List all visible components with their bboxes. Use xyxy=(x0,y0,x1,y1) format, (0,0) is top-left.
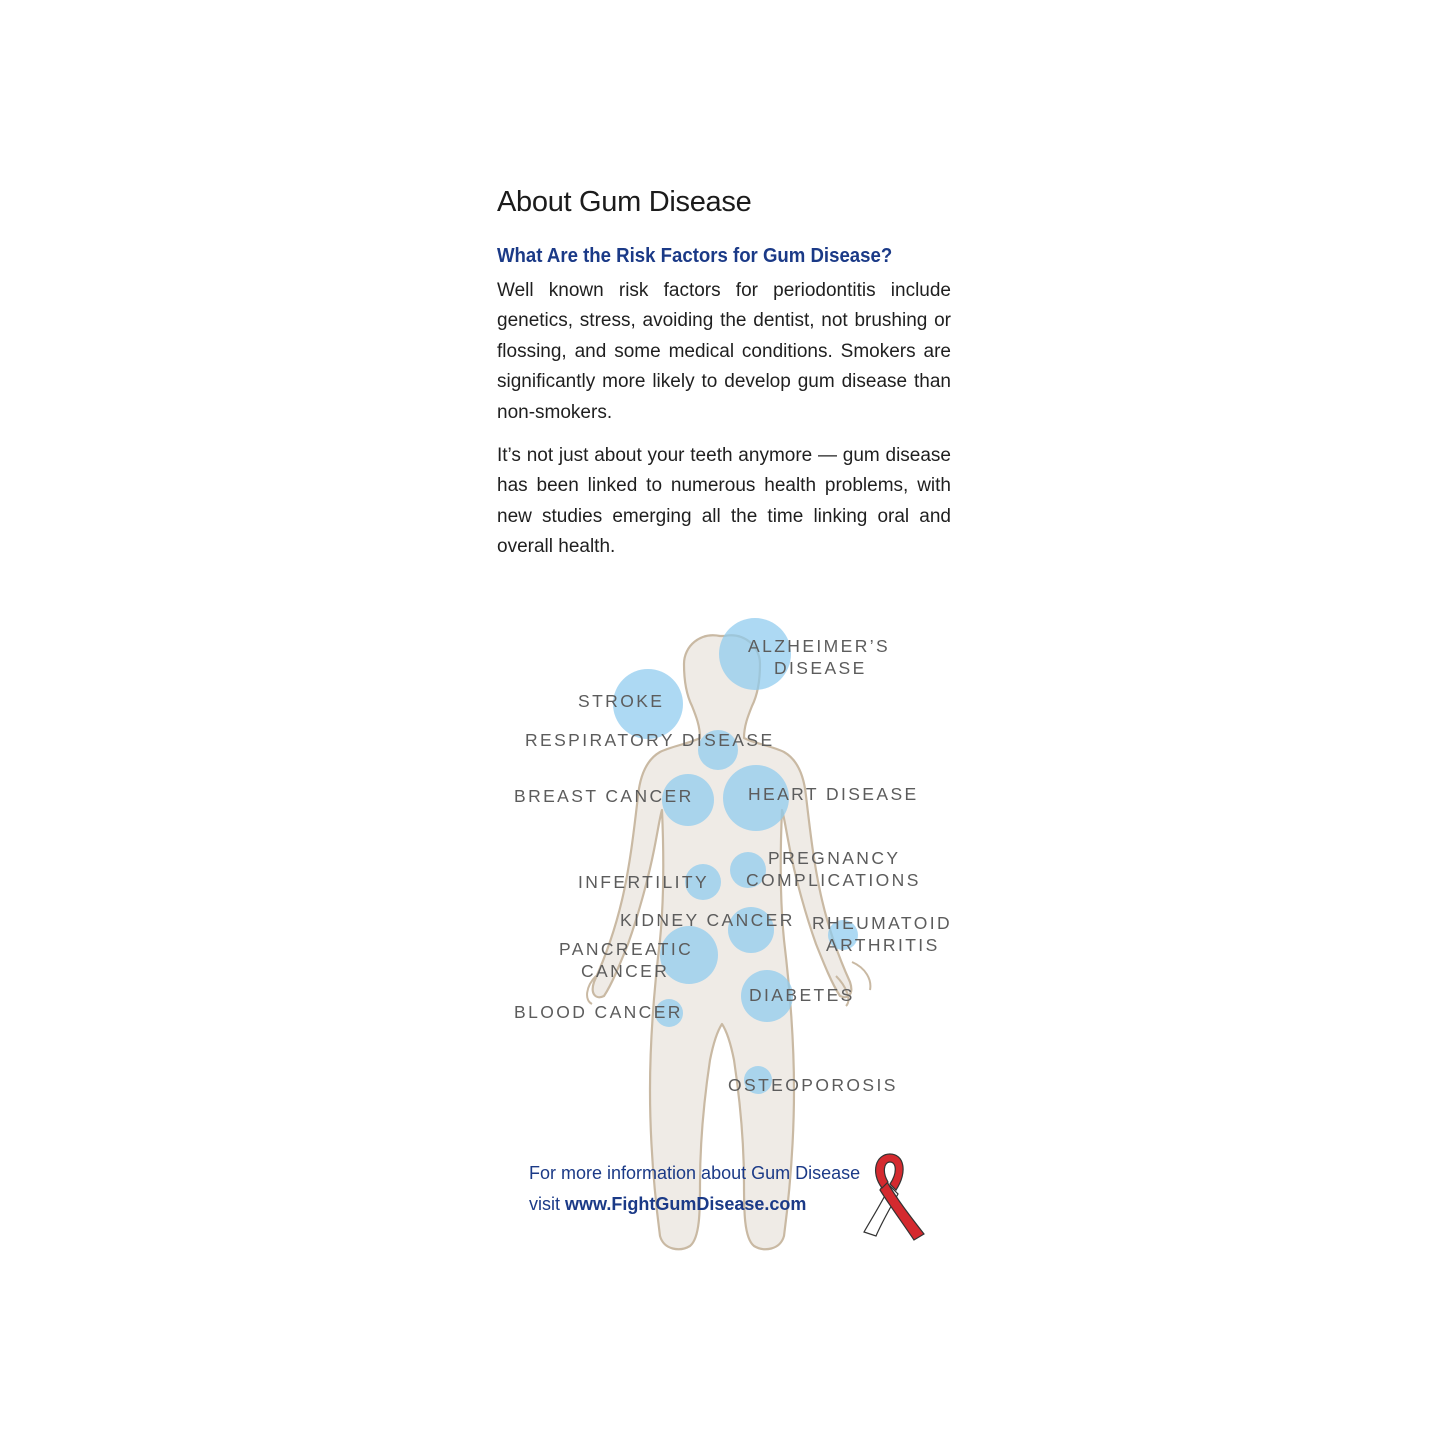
label-pregnancy-2: COMPLICATIONS xyxy=(746,870,921,890)
awareness-ribbon-icon xyxy=(860,1150,932,1242)
footer-url-link[interactable]: www.FightGumDisease.com xyxy=(565,1194,807,1214)
label-breast-cancer: BREAST CANCER xyxy=(514,786,694,806)
risk-factors-paragraph: Well known risk factors for periodontitis include genetics, stress, avoiding the dentist, not brushing or flossing, and some medical conditions. Smokers are significantly more likely to develop gum disease than non-smokers. xyxy=(497,280,951,423)
label-kidney-cancer: KIDNEY CANCER xyxy=(620,910,795,930)
label-osteoporosis: OSTEOPOROSIS xyxy=(728,1075,898,1095)
label-respiratory: RESPIRATORY DISEASE xyxy=(525,730,775,750)
footer-visit-line xyxy=(529,1194,806,1215)
label-stroke: STROKE xyxy=(578,691,665,711)
label-alzheimers-2: DISEASE xyxy=(774,658,867,678)
label-pregnancy: PREGNANCY xyxy=(768,848,901,868)
footer-info-line: For more information about Gum Disease xyxy=(529,1163,861,1183)
section-subheading: What Are the Risk Factors for Gum Disease? xyxy=(497,245,893,267)
label-alzheimers: ALZHEIMER’S xyxy=(748,636,891,656)
page-title: About Gum Disease xyxy=(497,186,752,218)
label-rheumatoid: RHEUMATOID xyxy=(812,913,953,933)
label-pancreatic-2: CANCER xyxy=(581,961,670,981)
footer-visit-text: visit xyxy=(529,1194,565,1214)
label-pancreatic: PANCREATIC xyxy=(559,939,694,959)
label-blood-cancer: BLOOD CANCER xyxy=(514,1002,683,1022)
label-rheumatoid-2: ARTHRITIS xyxy=(826,935,940,955)
label-heart-disease: HEART DISEASE xyxy=(748,784,919,804)
label-infertility: INFERTILITY xyxy=(578,872,710,892)
label-diabetes: DIABETES xyxy=(749,985,855,1005)
health-link-paragraph: It’s not just about your teeth anymore — gum disease has been linked to numerous health problems, with new studies emerging all the time linking oral and overall health. xyxy=(497,445,951,558)
